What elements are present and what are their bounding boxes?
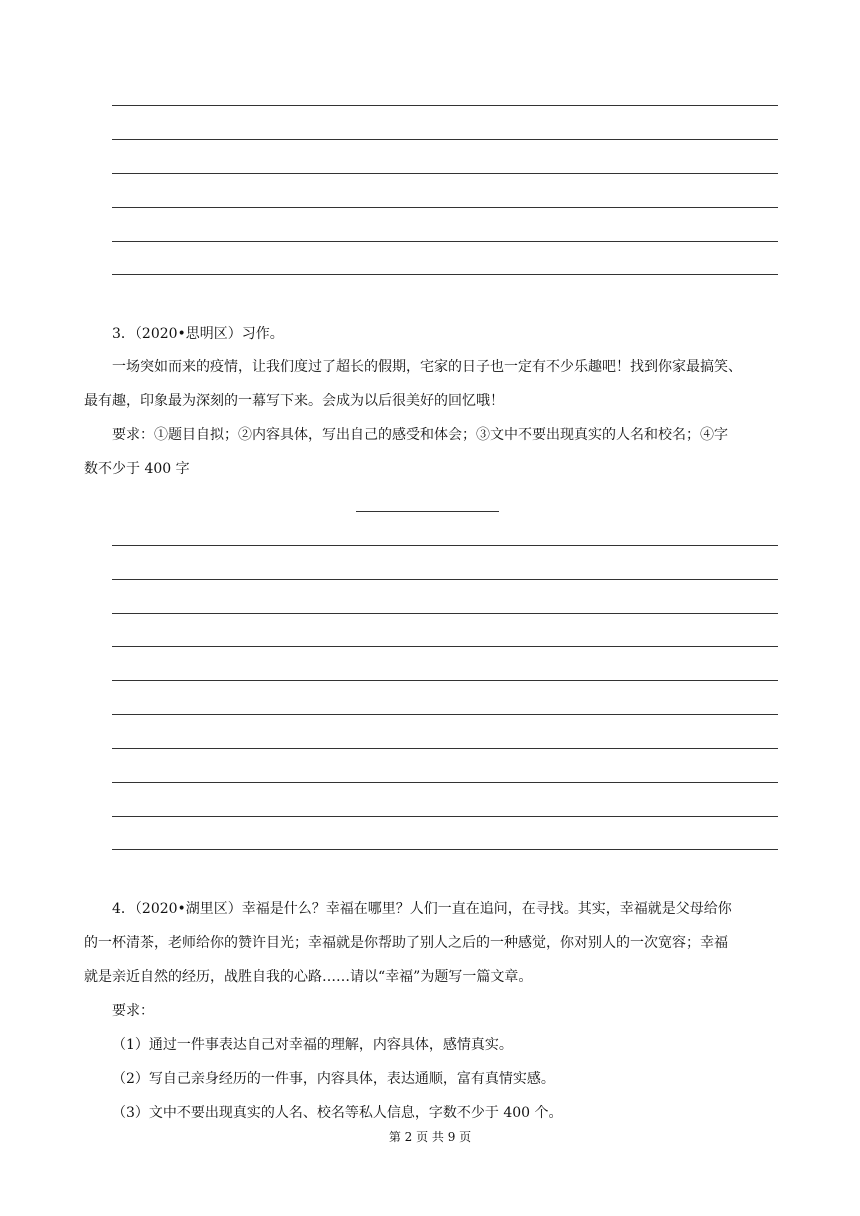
writing-line [112,748,778,749]
question-3-prompt-line: 一场突如而来的疫情，让我们度过了超长的假期，宅家的日子也一定有不少乐趣吧！找到你家最搞笑、 [112,359,742,375]
writing-line [112,545,778,546]
question-4-requirement: （1）通过一件事表达自己对幸福的理解，内容具体，感情真实。 [112,1037,513,1053]
question-3-requirements-line: 数不少于 400 字 [84,461,190,477]
question-4-prompt-line: 的一杯清茶，老师给你的赞许目光；幸福就是你帮助了别人之后的一种感觉，你对别人的一次宽容；幸福 [84,935,728,951]
writing-line [112,105,778,106]
writing-line [112,207,778,208]
writing-line [112,579,778,580]
writing-line [112,714,778,715]
page-number: 第 2 页 共 9 页 [388,1130,472,1144]
question-4-header: 4．（2020•湖里区）幸福是什么？幸福在哪里？人们一直在追问，在寻找。其实，幸福就是父母给你 [112,901,732,917]
essay-title-blank [356,511,499,512]
writing-line [112,613,778,614]
writing-line [112,646,778,647]
question-4-requirement: （3）文中不要出现真实的人名、校名等私人信息，字数不少于 400 个。 [112,1105,563,1121]
question-3-prompt-line: 最有趣，印象最为深刻的一幕写下来。会成为以后很美好的回忆哦！ [84,393,504,409]
question-3-requirements-line: 要求：①题目自拟；②内容具体，写出自己的感受和体会；③文中不要出现真实的人名和校名；④字 [112,427,728,443]
writing-line [112,680,778,681]
writing-line [112,782,778,783]
writing-line [112,241,778,242]
question-3-header: 3．（2020•思明区）习作。 [112,326,284,342]
writing-line [112,816,778,817]
question-4-requirement: （2）写自己亲身经历的一件事，内容具体，表达通顺，富有真情实感。 [112,1071,555,1087]
writing-line [112,139,778,140]
question-4-requirements-label: 要求： [112,1003,154,1019]
writing-line [112,849,778,850]
question-4-prompt-line: 就是亲近自然的经历，战胜自我的心路……请以“幸福”为题写一篇文章。 [84,969,533,985]
writing-line [112,173,778,174]
writing-line [112,274,778,275]
